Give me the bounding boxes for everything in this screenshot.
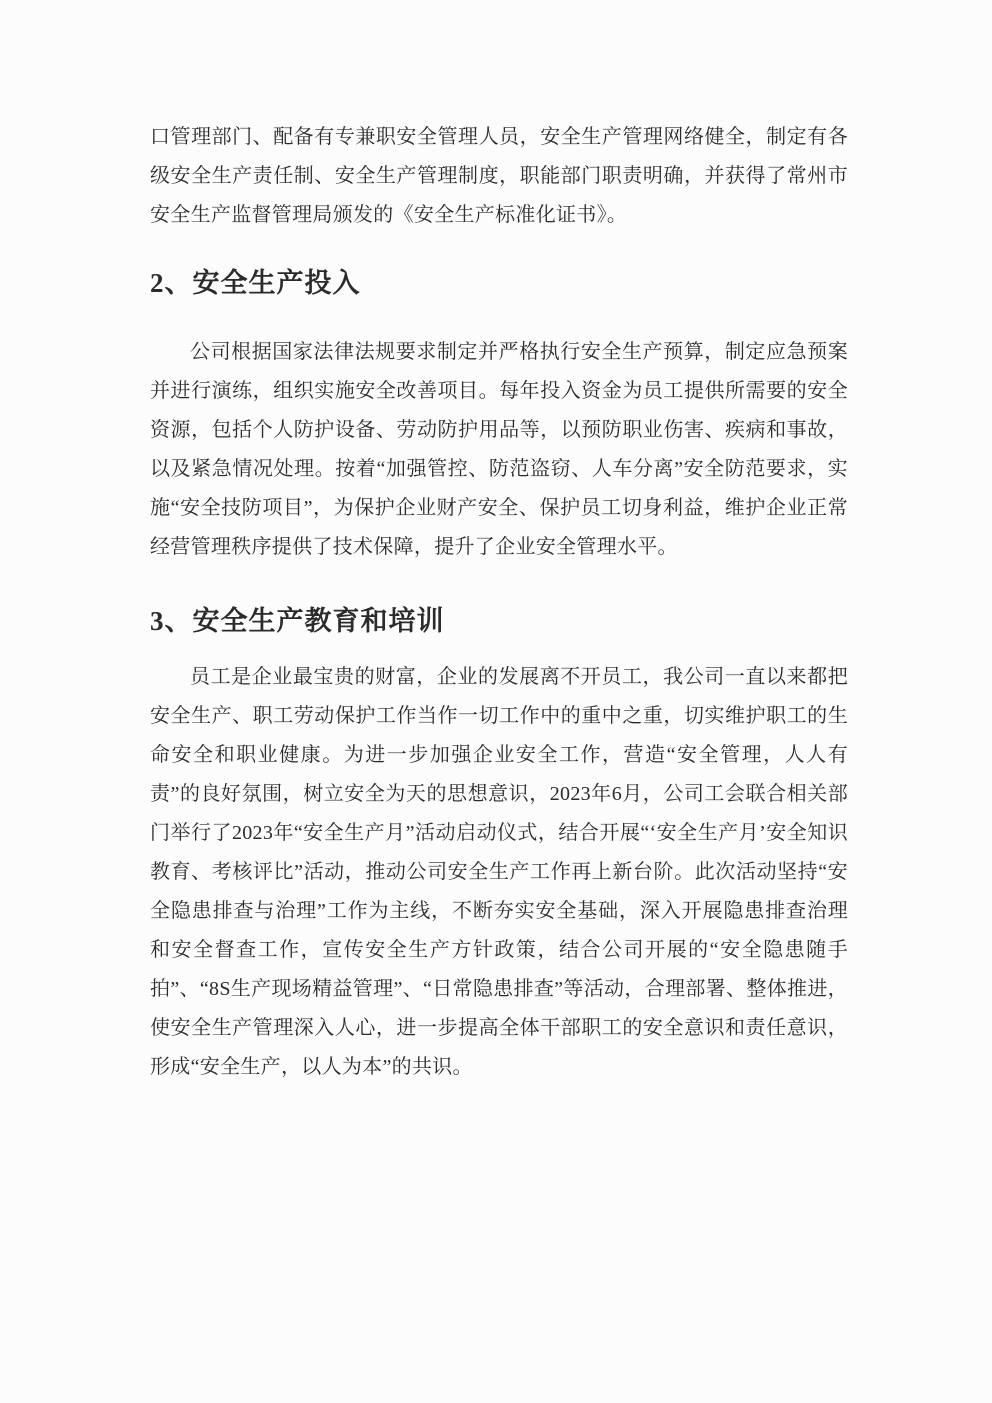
section-3-heading: 3、安全生产教育和培训 [150, 606, 445, 636]
section-2-paragraph: 公司根据国家法律法规要求制定并严格执行安全生产预算，制定应急预案并进行演练，组织实施安全改善项目。每年投入资金为员工提供所需要的安全资源，包括个人防护设备、劳动防护用品等，以预防职业伤害、疾病和事故，以及紧急情况处理。按着“加强管控、防范盗窃、人车分离”安全防范要求，实施“安全技防项目”，为保护企业财产安全、保护员工切身利益，维护企业正常经营管理秩序提供了技术保障，提升了企业安全管理水平。 [150, 341, 848, 558]
section-3-paragraph: 员工是企业最宝贵的财富，企业的发展离不开员工，我公司一直以来都把安全生产、职工劳动保护工作当作一切工作中的重中之重，切实维护职工的生命安全和职业健康。为进一步加强企业安全工作，营造“安全管理，人人有责”的良好氛围，树立安全为天的思想意识，2023年6月，公司工会联合相关部门举行了2023年“安全生产月”活动启动仪式，结合开展“‘安全生产月’安全知识教育、考核评比”活动，推动公司安全生产工作再上新台阶。此次活动坚持“安全隐患排查与治理”工作为主线，不断夯实安全基础，深入开展隐患排查治理和安全督查工作，宣传安全生产方针政策，结合公司开展的“安全隐患随手拍”、“8S生产现场精益管理”、“日常隐患排查”等活动，合理部署、整体推进，使安全生产管理深入人心，进一步提高全体干部职工的安全意识和责任意识，形成“安全生产，以人为本”的共识。 [150, 666, 848, 1078]
intro-continuation-paragraph: 口管理部门、配备有专兼职安全管理人员，安全生产管理网络健全，制定有各级安全生产责任制、安全生产管理制度，职能部门职责明确，并获得了常州市安全生产监督管理局颁发的《安全生产标准化证书》。 [150, 126, 848, 226]
page-content [150, 0, 848, 1087]
section-2-heading: 2、安全生产投入 [150, 268, 361, 298]
